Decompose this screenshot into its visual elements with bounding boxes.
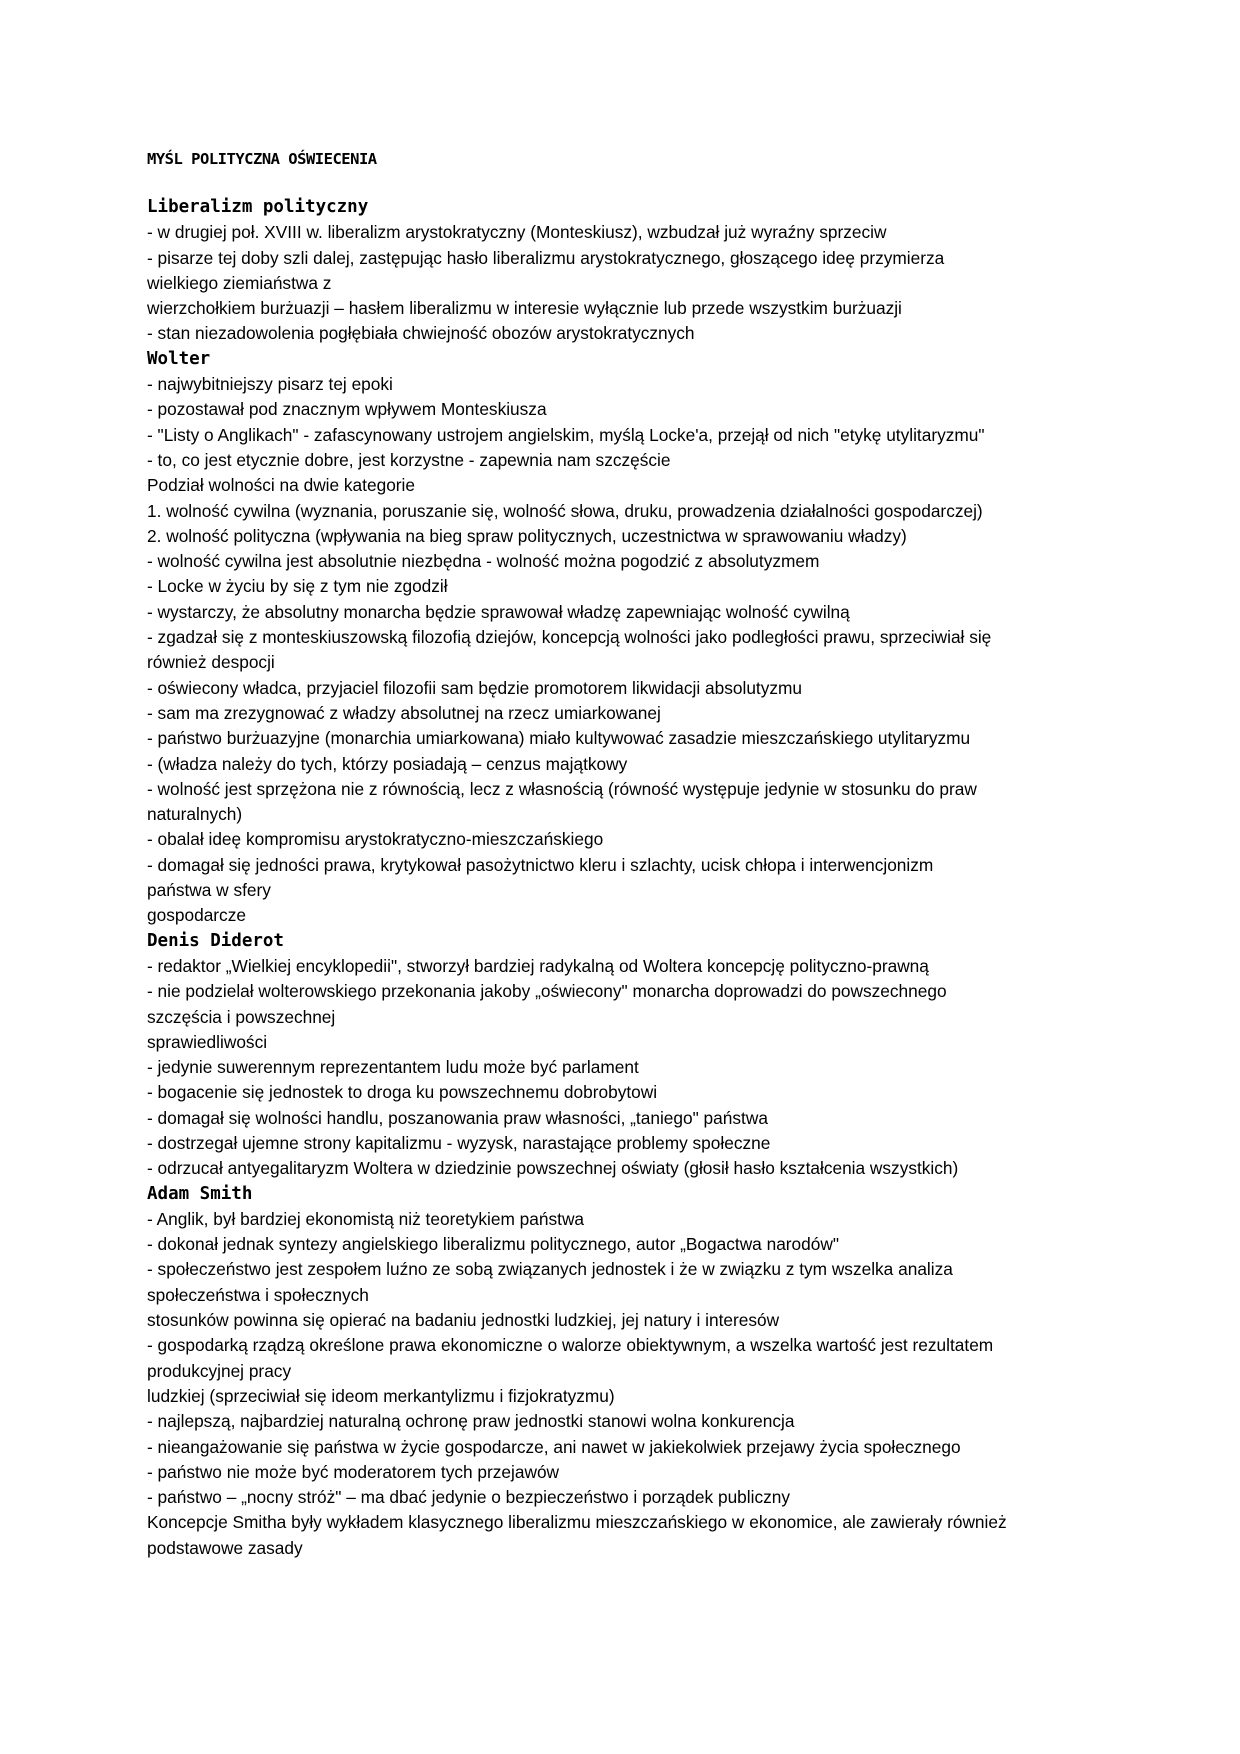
- text-line: - oświecony władca, przyjaciel filozofii sam będzie promotorem likwidacji absolutyzmu: [147, 677, 803, 698]
- text-line: - najwybitniejszy pisarz tej epoki: [147, 374, 393, 395]
- text-line: 1. wolność cywilna (wyznania, poruszanie się, wolność słowa, druku, prowadzenia działalności gospodarczej): [147, 500, 983, 521]
- text-line: - państwo nie może być moderatorem tych przejawów: [147, 1461, 560, 1482]
- text-line: - społeczeństwo jest zespołem luźno ze sobą związanych jednostek i że w związku z tym wszelka analiza: [147, 1259, 953, 1280]
- text-line: - bogacenie się jednostek to droga ku powszechnemu dobrobytowi: [147, 1082, 658, 1103]
- text-line: - (władza należy do tych, którzy posiadają – cenzus majątkowy: [147, 753, 628, 774]
- text-line: gospodarcze: [147, 905, 246, 926]
- text-line: - obalał ideę kompromisu arystokratyczno-mieszczańskiego: [147, 829, 604, 850]
- section-heading: Liberalizm polityczny: [147, 197, 369, 217]
- text-line: Podział wolności na dwie kategorie: [147, 475, 416, 496]
- text-line: - redaktor „Wielkiej encyklopedii", stworzył bardziej radykalną od Woltera koncepcję polityczno-prawną: [147, 955, 929, 976]
- text-line: - dokonał jednak syntezy angielskiego liberalizmu politycznego, autor „Bogactwa narodów": [147, 1234, 840, 1255]
- text-line: - Anglik, był bardziej ekonomistą niż teoretykiem państwa: [147, 1208, 585, 1229]
- text-line: - państwo burżuazyjne (monarchia umiarkowana) miało kultywować zasadzie mieszczańskiego utylitaryzmu: [147, 728, 971, 749]
- section-heading: Adam Smith: [147, 1183, 253, 1204]
- text-line: ludzkiej (sprzeciwiał się ideom merkantylizmu i fizjokratyzmu): [147, 1385, 615, 1406]
- text-line: produkcyjnej pracy: [147, 1360, 292, 1381]
- text-line: naturalnych): [147, 804, 243, 825]
- text-line: - państwo – „nocny stróż" – ma dbać jedynie o bezpieczeństwo i porządek publiczny: [147, 1487, 791, 1508]
- text-line: państwa w sfery: [147, 880, 271, 901]
- text-line: - najlepszą, najbardziej naturalną ochronę praw jednostki stanowi wolna konkurencja: [147, 1411, 795, 1432]
- text-line: stosunków powinna się opierać na badaniu jednostki ludzkiej, jej natury i interesów: [147, 1310, 780, 1331]
- section-heading: Denis Diderot: [147, 930, 284, 951]
- text-line: społeczeństwa i społecznych: [147, 1284, 369, 1305]
- text-line: - w drugiej poł. XVIII w. liberalizm arystokratyczny (Monteskiusz), wzbudzał już wyraźny sprzeciw: [147, 222, 887, 243]
- page-title: MYŚL POLITYCZNA OŚWIECENIA: [147, 150, 377, 168]
- text-line: - jedynie suwerennym reprezentantem ludu może być parlament: [147, 1057, 639, 1078]
- text-line: - wystarczy, że absolutny monarcha będzie sprawował władzę zapewniając wolność cywilną: [147, 601, 850, 622]
- text-line: Koncepcje Smitha były wykładem klasycznego liberalizmu mieszczańskiego w ekonomice, ale zawierały również: [147, 1512, 1007, 1533]
- text-line: - to, co jest etycznie dobre, jest korzystne - zapewnia nam szczęście: [147, 449, 671, 470]
- text-line: - stan niezadowolenia pogłębiała chwiejność obozów arystokratycznych: [147, 323, 695, 344]
- text-line: podstawowe zasady: [147, 1537, 303, 1558]
- text-line: - pisarze tej doby szli dalej, zastępując hasło liberalizmu arystokratycznego, głoszącego ideę przymierza: [147, 247, 945, 268]
- text-line: - Locke w życiu by się z tym nie zgodził: [147, 576, 448, 597]
- document-page: [147, 148, 1097, 1561]
- text-line: 2. wolność polityczna (wpływania na bieg spraw politycznych, uczestnictwa w sprawowaniu władzy): [147, 525, 907, 546]
- text-line: - domagał się wolności handlu, poszanowania praw własności, „taniego" państwa: [147, 1107, 768, 1128]
- text-line: również despocji: [147, 652, 275, 673]
- text-line: - "Listy o Anglikach" - zafascynowany ustrojem angielskim, myślą Locke'a, przejął od nich "etykę utylitaryzmu": [147, 424, 985, 445]
- text-line: - wolność jest sprzężona nie z równością, lecz z własnością (równość występuje jedynie w stosunku do praw: [147, 778, 977, 799]
- text-line: - gospodarką rządzą określone prawa ekonomiczne o walorze obiektywnym, a wszelka wartość jest rezultatem: [147, 1335, 994, 1356]
- text-line: - nieangażowanie się państwa w życie gospodarcze, ani nawet w jakiekolwiek przejawy życia społecznego: [147, 1436, 961, 1457]
- text-line: - pozostawał pod znacznym wpływem Monteskiusza: [147, 399, 547, 420]
- text-line: - domagał się jedności prawa, krytykował pasożytnictwo kleru i szlachty, ucisk chłopa i interwencjonizm: [147, 854, 934, 875]
- text-line: - wolność cywilna jest absolutnie niezbędna - wolność można pogodzić z absolutyzmem: [147, 551, 820, 572]
- section-heading: Wolter: [147, 348, 211, 369]
- text-line: wierzchołkiem burżuazji – hasłem liberalizmu w interesie wyłącznie lub przede wszystkim burżuazji: [147, 298, 902, 319]
- text-line: - zgadzał się z monteskiuszowską filozofią dziejów, koncepcją wolności jako podległości prawu, sprzeciwiał się: [147, 627, 992, 648]
- text-line: sprawiedliwości: [147, 1031, 268, 1052]
- text-line: szczęścia i powszechnej: [147, 1006, 336, 1027]
- text-line: wielkiego ziemiaństwa z: [147, 272, 332, 293]
- document-body: [147, 195, 1097, 1561]
- text-line: - odrzucał antyegalitaryzm Woltera w dziedzinie powszechnej oświaty (głosił hasło kształcenia wszystkich): [147, 1158, 959, 1179]
- text-line: - sam ma zrezygnować z władzy absolutnej na rzecz umiarkowanej: [147, 702, 661, 723]
- text-line: - nie podzielał wolterowskiego przekonania jakoby „oświecony" monarcha doprowadzi do powszechnego: [147, 981, 947, 1002]
- text-line: - dostrzegał ujemne strony kapitalizmu - wyzysk, narastające problemy społeczne: [147, 1132, 771, 1153]
